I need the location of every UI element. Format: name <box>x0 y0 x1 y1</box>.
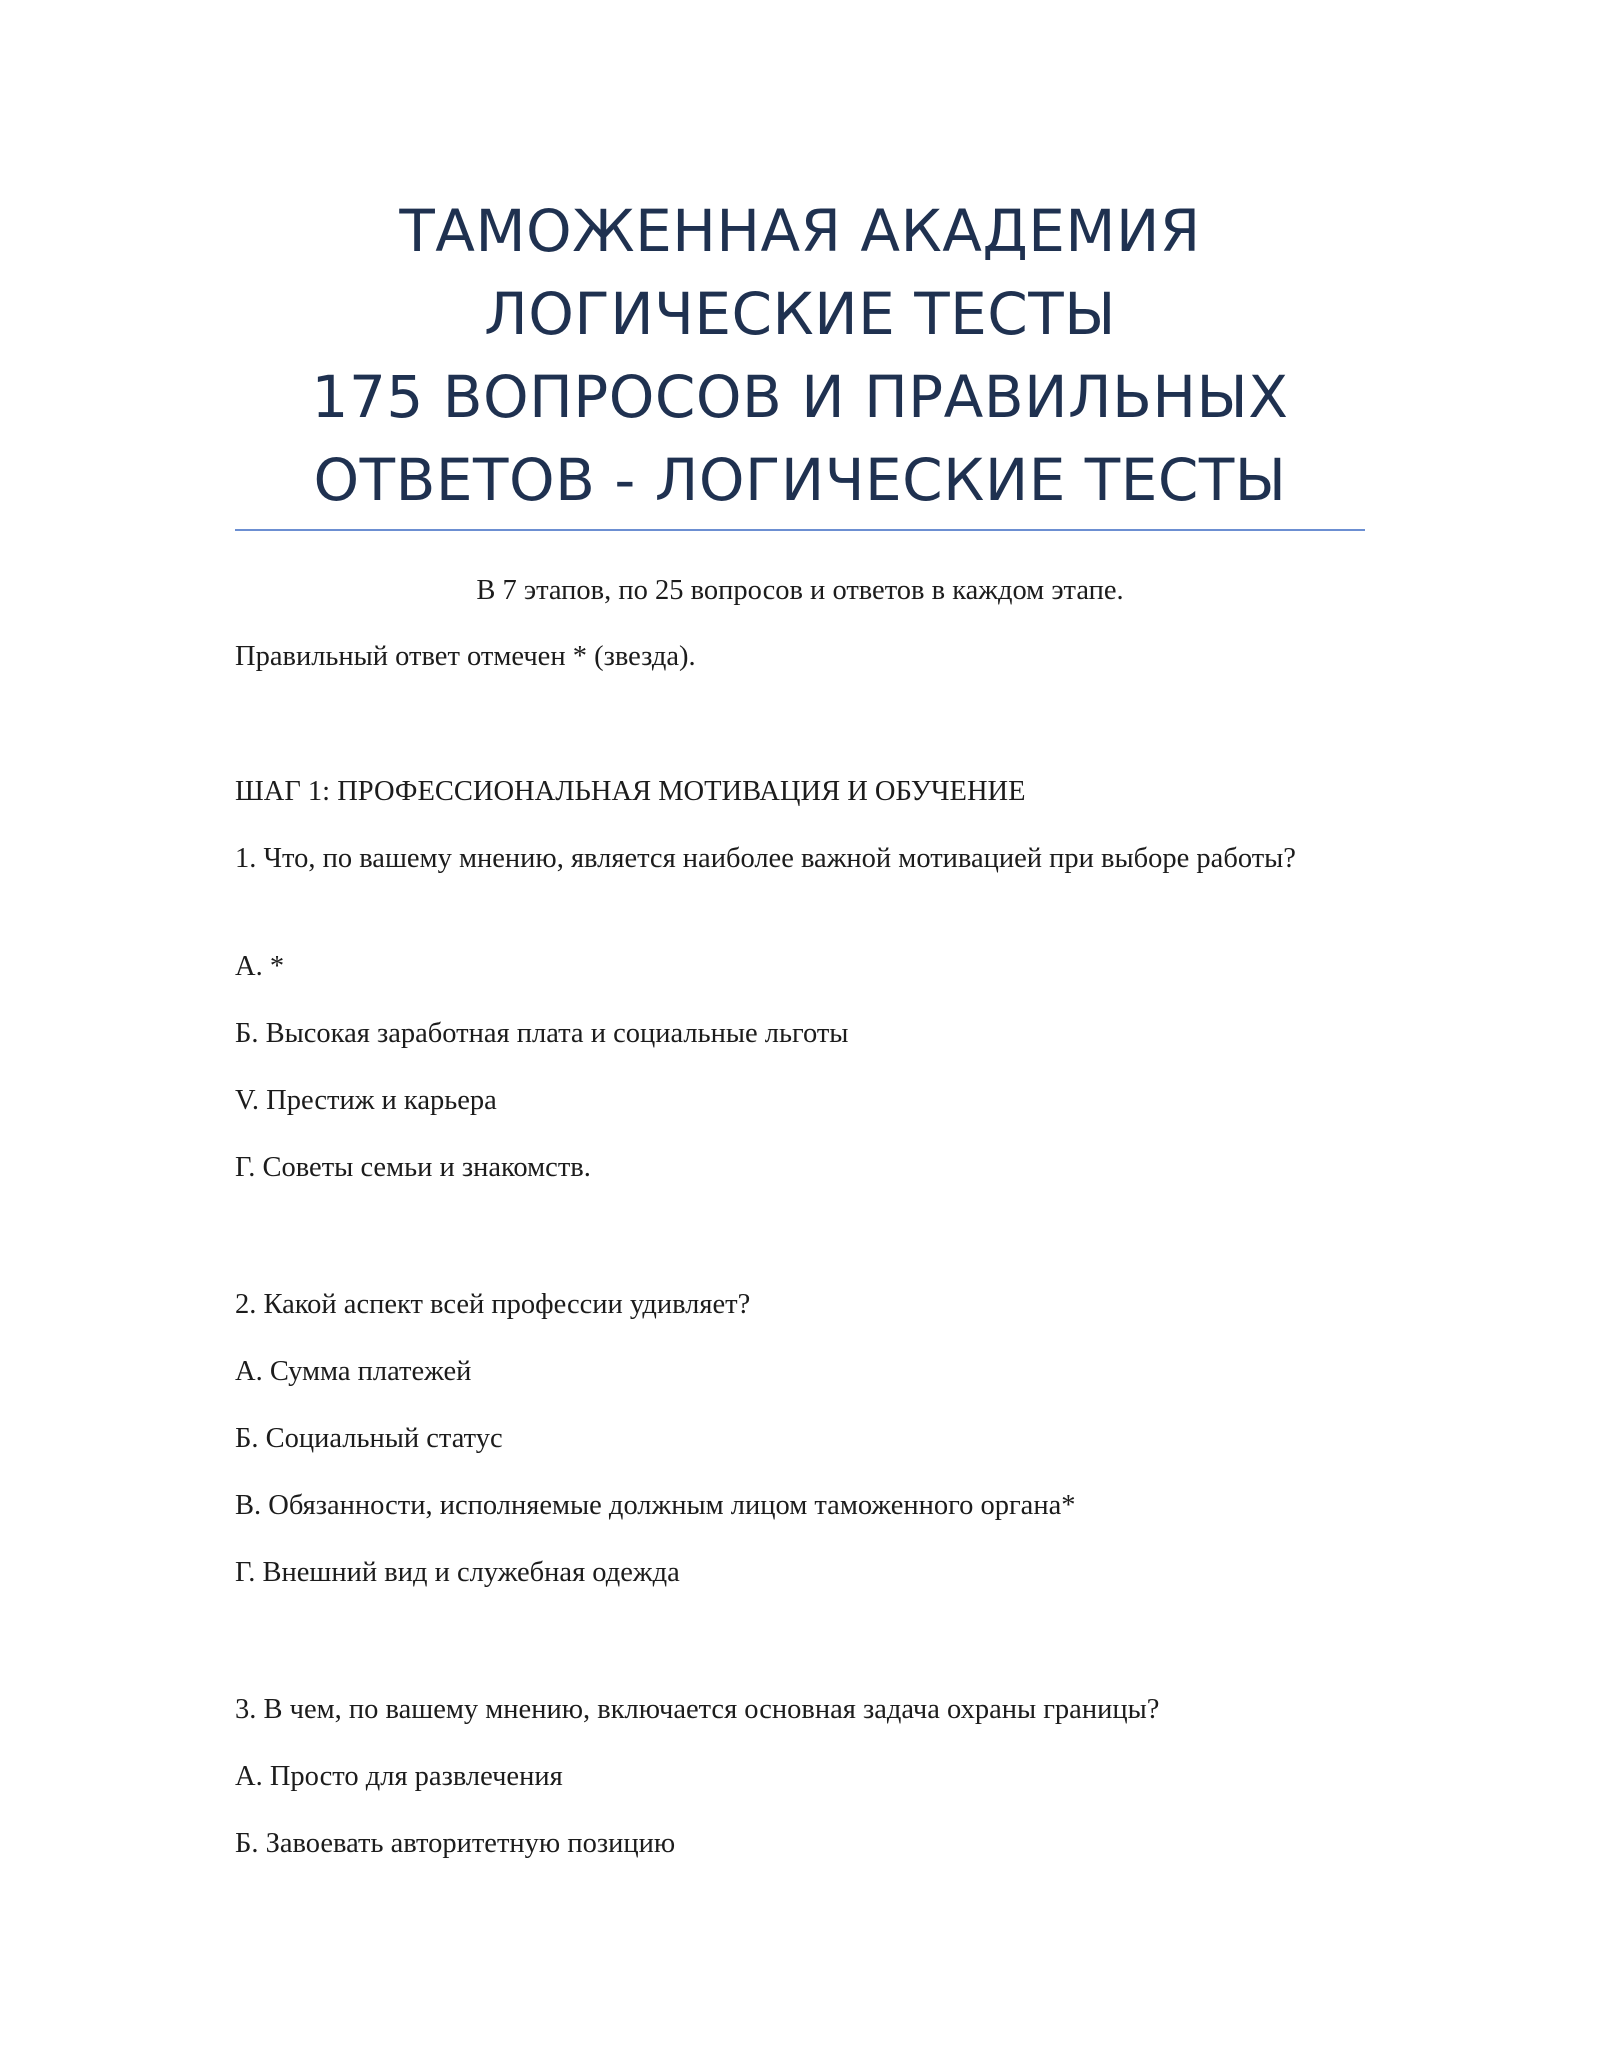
answer-option: А. Сумма платежей <box>235 1356 472 1387</box>
answer-option: A. * <box>235 951 285 982</box>
answer-option: Г. Советы семьи и знакомств. <box>235 1152 591 1183</box>
question-text: 3. В чем, по вашему мнению, включается основная задача охраны границы? <box>235 1694 1160 1725</box>
title-line: ТАМОЖЕННАЯ АКАДЕМИЯ <box>399 197 1201 265</box>
answer-option: Г. Внешний вид и служебная одежда <box>235 1557 680 1588</box>
title-line: ОТВЕТОВ - ЛОГИЧЕСКИЕ ТЕСТЫ <box>313 446 1287 514</box>
title-line: 175 ВОПРОСОВ И ПРАВИЛЬНЫХ <box>311 363 1289 431</box>
answer-option: Б. Завоевать авторитетную позицию <box>235 1828 676 1859</box>
note-text: Правильный ответ отмечен * (звезда). <box>235 641 696 672</box>
answer-option: А. Просто для развлечения <box>235 1761 563 1792</box>
answer-option: В. Обязанности, исполняемые должным лицом таможенного органа* <box>235 1490 1076 1521</box>
answer-option: Б. Высокая заработная плата и социальные льготы <box>235 1018 849 1049</box>
title-line: ЛОГИЧЕСКИЕ ТЕСТЫ <box>484 280 1116 348</box>
title-divider <box>235 529 1365 531</box>
question-text: 1. Что, по вашему мнению, является наиболее важной мотивацией при выборе работы? <box>235 843 1296 874</box>
question-text: 2. Какой аспект всей профессии удивляет? <box>235 1289 751 1320</box>
answer-option: V. Престиж и карьера <box>235 1085 497 1116</box>
step-heading: ШАГ 1: ПРОФЕССИОНАЛЬНАЯ МОТИВАЦИЯ И ОБУЧЕНИЕ <box>235 776 1026 807</box>
answer-option: Б. Социальный статус <box>235 1423 503 1454</box>
document-title <box>235 190 1365 522</box>
intro-text: В 7 этапов, по 25 вопросов и ответов в каждом этапе. <box>476 575 1124 606</box>
